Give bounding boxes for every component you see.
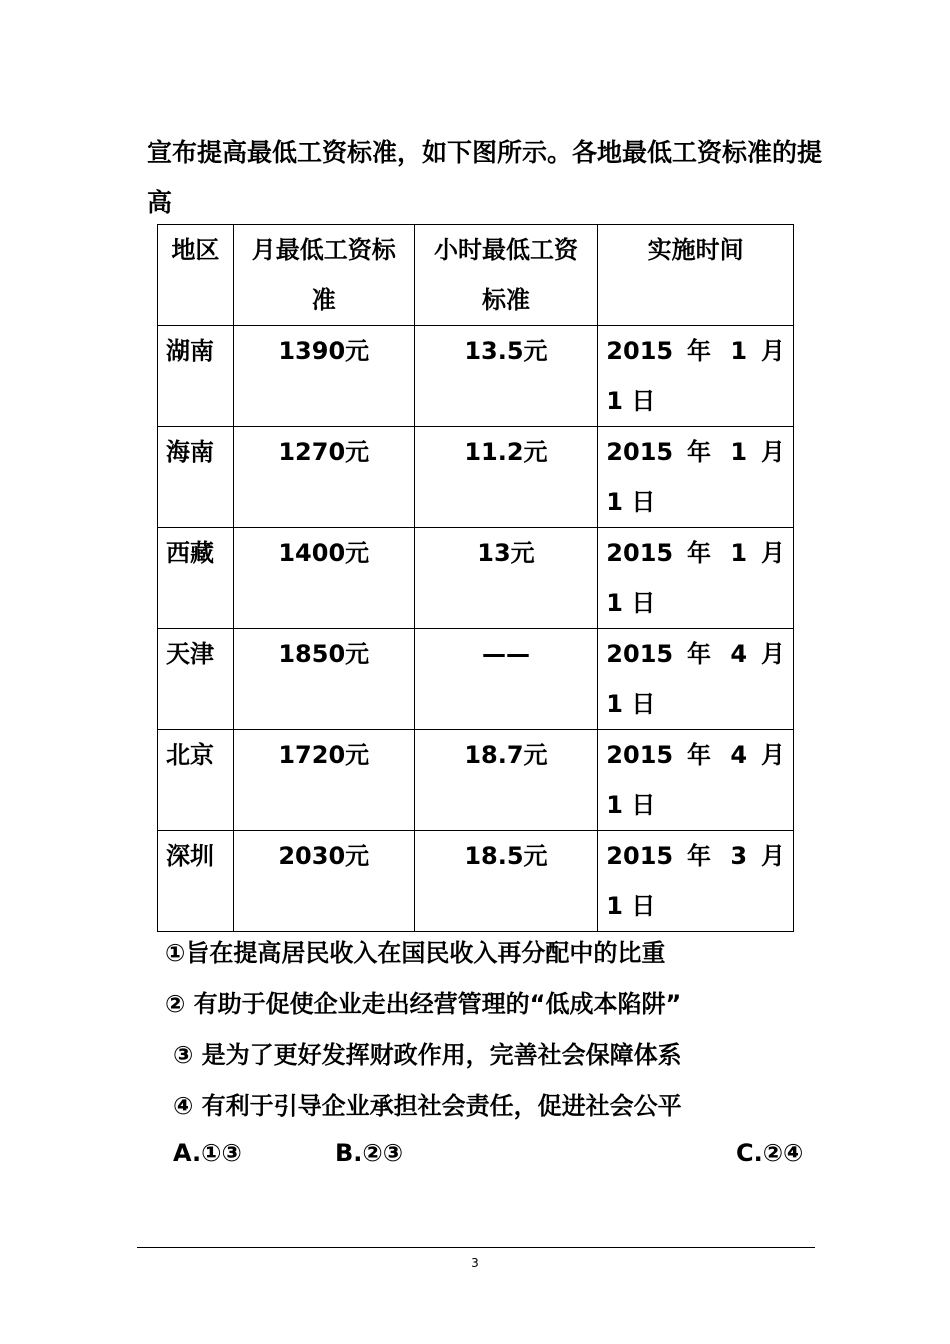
table-row bbox=[158, 629, 794, 730]
cell-date: 2015 年 3 月 1 日 bbox=[598, 831, 794, 932]
answer-c[interactable]: C.②④ bbox=[736, 1139, 804, 1167]
cell-date: 2015 年 1 月 1 日 bbox=[598, 427, 794, 528]
cell-monthly: 1390元 bbox=[233, 326, 414, 427]
statement-1: ①旨在提高居民收入在国民收入再分配中的比重 bbox=[165, 939, 666, 967]
cell-date: 2015 年 4 月 1 日 bbox=[598, 730, 794, 831]
cell-monthly: 2030元 bbox=[233, 831, 414, 932]
table-header-row bbox=[158, 225, 794, 326]
answer-b[interactable]: B.②③ bbox=[335, 1139, 404, 1167]
table-row bbox=[158, 730, 794, 831]
table-row bbox=[158, 427, 794, 528]
cell-hourly: 13.5元 bbox=[414, 326, 598, 427]
answer-choices bbox=[0, 1130, 950, 1176]
cell-region: 西藏 bbox=[158, 528, 234, 629]
cell-date: 2015 年 4 月 1 日 bbox=[598, 629, 794, 730]
cell-hourly: 11.2元 bbox=[414, 427, 598, 528]
minimum-wage-table bbox=[157, 224, 794, 932]
cell-hourly: —— bbox=[414, 629, 598, 730]
cell-hourly: 18.7元 bbox=[414, 730, 598, 831]
table-row bbox=[158, 831, 794, 932]
table-row bbox=[158, 528, 794, 629]
cell-monthly: 1270元 bbox=[233, 427, 414, 528]
cell-monthly: 1720元 bbox=[233, 730, 414, 831]
header-hourly-wage: 小时最低工资标准 bbox=[414, 225, 598, 326]
footer-divider bbox=[137, 1247, 815, 1248]
intro-paragraph: 宣布提高最低工资标准，如下图所示。各地最低工资标准的提高 bbox=[147, 138, 823, 217]
page-number: 3 bbox=[471, 1256, 479, 1270]
statement-4: ④ 有利于引导企业承担社会责任，促进社会公平 bbox=[173, 1092, 682, 1120]
header-region: 地区 bbox=[158, 225, 234, 326]
cell-hourly: 18.5元 bbox=[414, 831, 598, 932]
cell-region: 天津 bbox=[158, 629, 234, 730]
cell-region: 北京 bbox=[158, 730, 234, 831]
statement-list bbox=[165, 928, 845, 1132]
answer-a[interactable]: A.①③ bbox=[173, 1139, 242, 1167]
table-row bbox=[158, 326, 794, 427]
header-monthly-wage: 月最低工资标准 bbox=[233, 225, 414, 326]
cell-date: 2015 年 1 月 1 日 bbox=[598, 528, 794, 629]
cell-region: 海南 bbox=[158, 427, 234, 528]
header-effective-date: 实施时间 bbox=[598, 225, 794, 326]
cell-monthly: 1850元 bbox=[233, 629, 414, 730]
cell-hourly: 13元 bbox=[414, 528, 598, 629]
cell-date: 2015 年 1 月 1 日 bbox=[598, 326, 794, 427]
statement-3: ③ 是为了更好发挥财政作用，完善社会保障体系 bbox=[173, 1041, 682, 1069]
cell-monthly: 1400元 bbox=[233, 528, 414, 629]
cell-region: 深圳 bbox=[158, 831, 234, 932]
statement-2: ② 有助于促使企业走出经营管理的“低成本陷阱” bbox=[165, 990, 682, 1018]
cell-region: 湖南 bbox=[158, 326, 234, 427]
